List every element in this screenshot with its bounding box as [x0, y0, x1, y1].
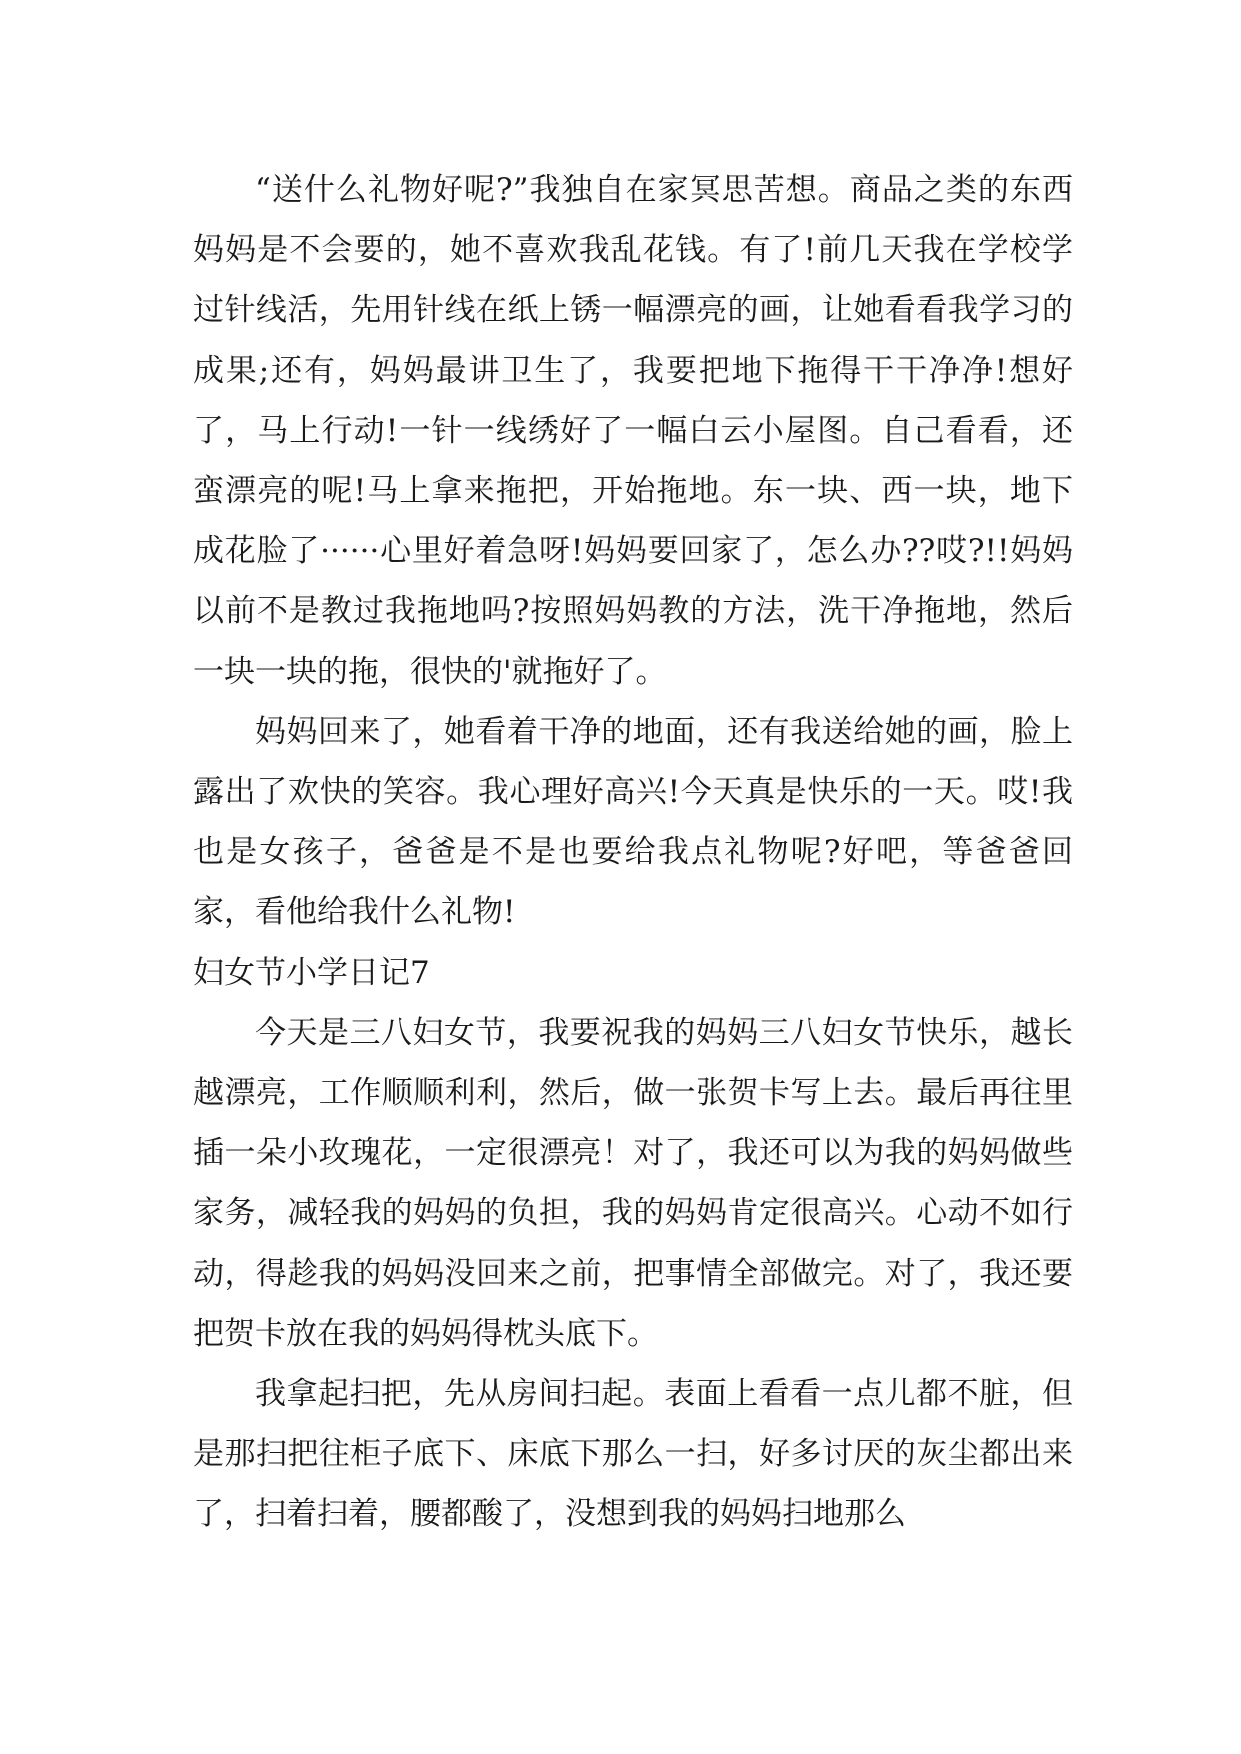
- section-heading: 妇女节小学日记7: [193, 954, 430, 991]
- paragraph-gift: “送什么礼物好呢?”我独自在家冥思苦想。商品之类的东西妈妈是不会要的，她不喜欢我乱花钱。有了!前几天我在学校学过针线活，先用针线在纸上锈一幅漂亮的画，让她看看我学习的成果;还有，妈妈最讲卫生了，我要把地下拖得干干净净!想好了，马上行动!一针一线绣好了一幅白云小屋图。自己看看，还蛮漂亮的呢!马上拿来拖把，开始拖地。东一块、西一块，地下成花脸了······心里好着急呀!妈妈要回家了，怎么办??哎?!!妈妈以前不是教过我拖地吗?按照妈妈教的方法，洗干净拖地，然后一块一块的拖，很快的'就拖好了。: [193, 172, 1073, 690]
- paragraph-womens-day: 今天是三八妇女节，我要祝我的妈妈三八妇女节快乐，越长越漂亮，工作顺顺利利，然后，做一张贺卡写上去。最后再往里插一朵小玫瑰花，一定很漂亮！对了，我还可以为我的妈妈做些家务，减轻我的妈妈的负担，我的妈妈肯定很高兴。心动不如行动，得趁我的妈妈没回来之前，把事情全部做完。对了，我还要把贺卡放在我的妈妈得枕头底下。: [193, 1014, 1073, 1352]
- paragraph-sweeping: 我拿起扫把，先从房间扫起。表面上看看一点儿都不脏，但是那扫把往柜子底下、床底下那么一扫，好多讨厌的灰尘都出来了，扫着扫着，腰都酸了，没想到我的妈妈扫地那么: [193, 1376, 1073, 1533]
- paragraph-mom-returns: 妈妈回来了，她看着干净的地面，还有我送给她的画，脸上露出了欢快的笑容。我心理好高兴!今天真是快乐的一天。哎!我也是女孩子，爸爸是不是也要给我点礼物呢?好吧，等爸爸回家，看他给我什么礼物!: [193, 713, 1073, 931]
- document-body: [193, 160, 1073, 1545]
